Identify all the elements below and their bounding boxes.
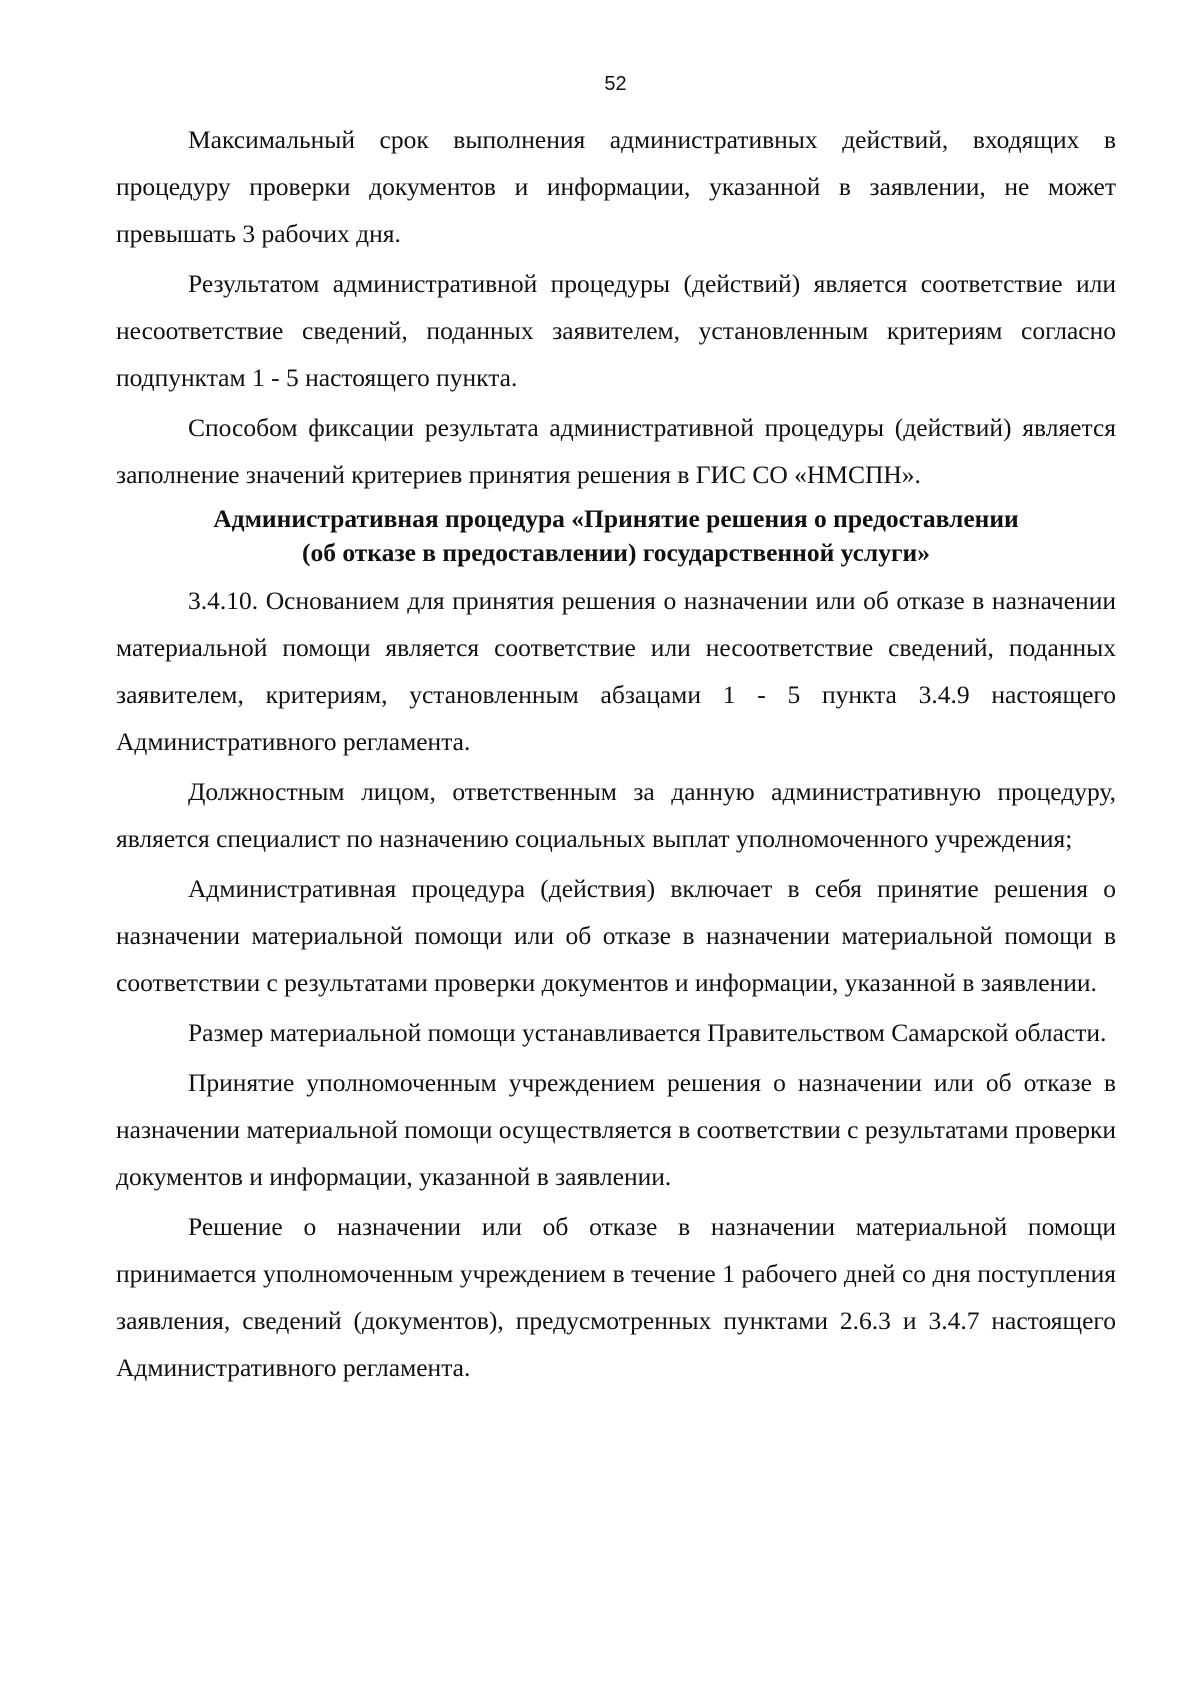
paragraph-aid-amount: Размер материальной помощи устанавливается Правительством Самарской области. (188, 1018, 1107, 1047)
paragraph-result: Результатом административной процедуры (действий) является соответствие или несоответствие сведений, поданных заявителем, установленным критериям согласно подпунктам 1 - 5 настоящего пункта. (116, 269, 1116, 392)
paragraph-3-4-10-basis: 3.4.10. Основанием для принятия решения о назначении или об отказе в назначении материальной помощи является соответствие или несоответствие сведений, поданных заявителем, критериям, установленным абзацами 1 - 5 пункта 3.4.9 настоящего Административного регламента. (116, 586, 1116, 756)
paragraph-decision-adoption: Принятие уполномоченным учреждением решения о назначении или об отказе в назначении материальной помощи осуществляется в соответствии с результатами проверки документов и информации, указанной в заявлении. (116, 1068, 1116, 1191)
page-number: 52 (604, 73, 627, 95)
section-heading-line-2: (об отказе в предоставлении) государственной услуги» (301, 538, 930, 567)
section-heading-line-1: Административная процедура «Принятие решения о предоставлении (213, 504, 1019, 533)
paragraph-responsible-official: Должностным лицом, ответственным за данную административную процедуру, является специалист по назначению социальных выплат уполномоченного учреждения; (116, 777, 1116, 853)
document-body (116, 116, 1116, 1394)
paragraph-fixation-method: Способом фиксации результата административной процедуры (действий) является заполнение значений критериев принятия решения в ГИС СО «НМСПН». (116, 413, 1116, 489)
section-heading (116, 502, 1116, 570)
paragraph-procedure-includes: Административная процедура (действия) включает в себя принятие решения о назначении материальной помощи или об отказе в назначении материальной помощи в соответствии с результатами проверки документов и информации, указанной в заявлении. (116, 874, 1116, 997)
paragraph-max-term: Максимальный срок выполнения административных действий, входящих в процедуру проверки документов и информации, указанной в заявлении, не может превышать 3 рабочих дня. (116, 125, 1116, 248)
paragraph-decision-term: Решение о назначении или об отказе в назначении материальной помощи принимается уполномоченным учреждением в течение 1 рабочего дней со дня поступления заявления, сведений (документов), предусмотренных пунктами 2.6.3 и 3.4.7 настоящего Административного регламента. (116, 1212, 1116, 1382)
